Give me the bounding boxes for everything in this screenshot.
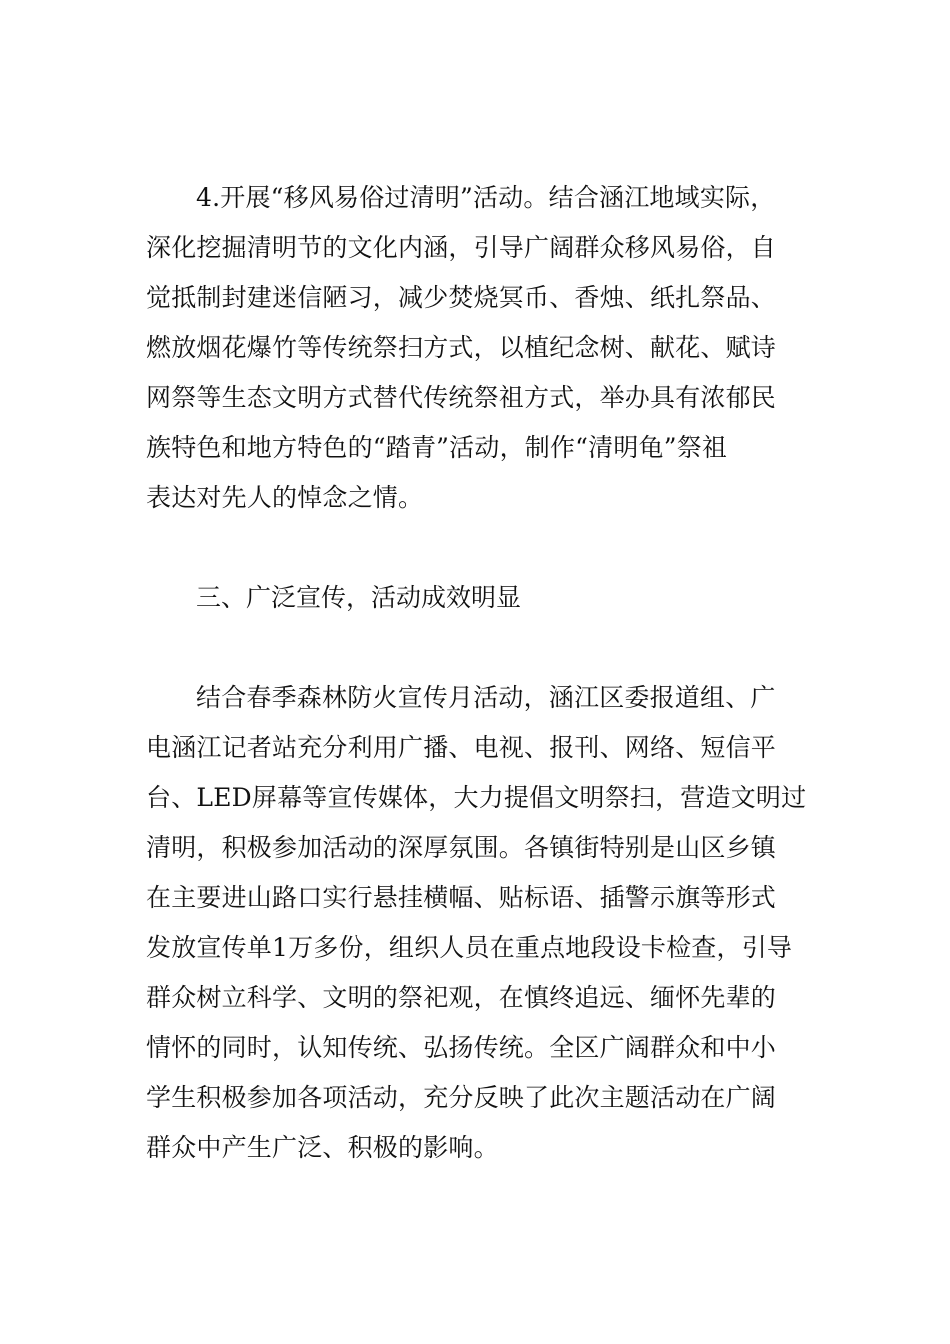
paragraph-line: 发放宣传单1万多份，组织人员在重点地段设卡检查，引导 [146, 933, 793, 962]
paragraph-line: 在主要进山路口实行悬挂横幅、贴标语、插警示旗等形式 [146, 883, 777, 912]
paragraph-line: 觉抵制封建迷信陋习，减少焚烧冥币、香烛、纸扎祭品、 [146, 283, 777, 312]
paragraph-line: 学生积极参加各项活动，充分反映了此次主题活动在广阔 [146, 1083, 777, 1112]
section-heading: 三、广泛宣传，活动成效明显 [196, 583, 522, 612]
paragraph-line: 族特色和地方特色的“踏青”活动，制作“清明龟”祭祖 [146, 433, 728, 462]
paragraph-line: 台、LED屏幕等宣传媒体，大力提倡文明祭扫，营造文明过 [146, 783, 807, 812]
paragraph-line: 电涵江记者站充分利用广播、电视、报刊、网络、短信平 [146, 733, 777, 762]
paragraph-activity-4 [146, 173, 826, 523]
paragraph-line: 燃放烟花爆竹等传统祭扫方式，以植纪念树、献花、赋诗 [146, 333, 777, 362]
paragraph-publicity [146, 673, 826, 1173]
paragraph-line: 群众树立科学、文明的祭祀观，在慎终追远、缅怀先辈的 [146, 983, 777, 1012]
paragraph-line: 结合春季森林防火宣传月活动，涵江区委报道组、广 [196, 683, 776, 712]
paragraph-line: 深化挖掘清明节的文化内涵，引导广阔群众移风易俗，自 [146, 233, 777, 262]
paragraph-line: 网祭等生态文明方式替代传统祭祖方式，举办具有浓郁民 [146, 383, 777, 412]
paragraph-line: 情怀的同时，认知传统、弘扬传统。全区广阔群众和中小 [146, 1033, 777, 1062]
paragraph-line: 4.开展“移风易俗过清明”活动。结合涵江地域实际， [196, 183, 776, 212]
paragraph-line: 群众中产生广泛、积极的影响。 [146, 1133, 499, 1162]
paragraph-line: 清明，积极参加活动的深厚氛围。各镇街特别是山区乡镇 [146, 833, 777, 862]
paragraph-line: 表达对先人的悼念之情。 [146, 483, 424, 512]
